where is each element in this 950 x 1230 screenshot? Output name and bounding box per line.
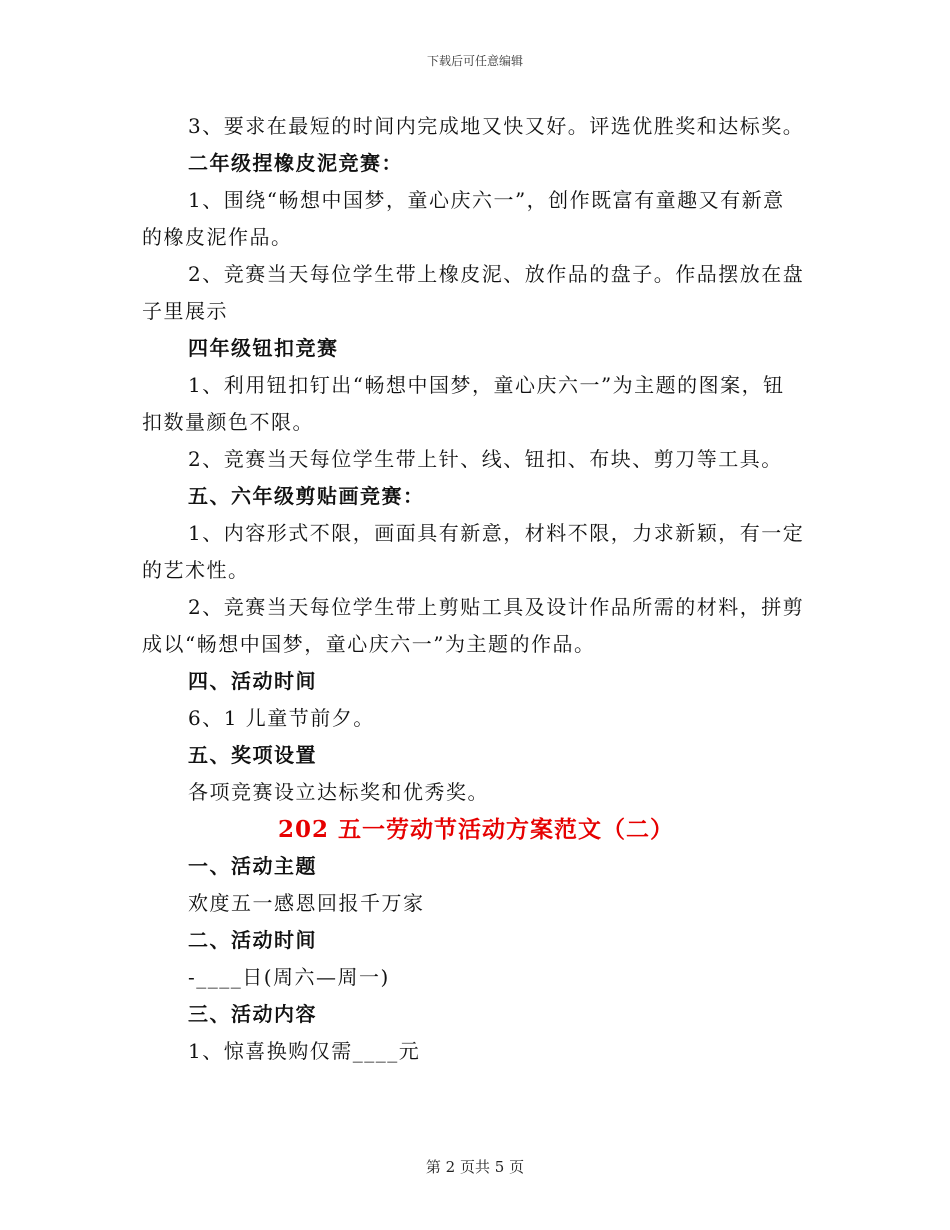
section-heading: 四年级钮扣竞赛: [188, 336, 339, 360]
paragraph-line: 2、竞赛当天每位学生带上针、线、钮扣、布块、剪刀等工具。: [188, 447, 783, 471]
document-body: [142, 108, 810, 1070]
paragraph-line: 1、内容形式不限，画面具有新意，材料不限，力求新颖，有一定: [188, 521, 805, 545]
paragraph-line: 扣数量颜色不限。: [142, 410, 314, 434]
section-heading: 四、活动时间: [188, 669, 317, 693]
paragraph-line: 1、利用钮扣钉出“畅想中国梦，童心庆六一”为主题的图案，钮: [188, 373, 785, 397]
paragraph-line: 的橡皮泥作品。: [142, 225, 293, 249]
page-footer: 第 2 页共 5 页: [425, 1158, 525, 1176]
paragraph-line: 3、要求在最短的时间内完成地又快又好。评选优胜奖和达标奖。: [188, 114, 805, 138]
page-header: 下载后可任意编辑: [426, 54, 523, 68]
section-heading: 二年级捏橡皮泥竞赛：: [188, 151, 403, 175]
paragraph-line: 2、竞赛当天每位学生带上剪贴工具及设计作品所需的材料，拼剪: [188, 595, 805, 619]
section-heading: 二、活动时间: [188, 928, 317, 952]
section-heading: 五、奖项设置: [188, 743, 317, 767]
paragraph-line: -____日(周六—周一): [188, 965, 390, 989]
section-part-two: [142, 848, 810, 1070]
section-title: 202 五一劳动节活动方案范文（二）: [277, 816, 675, 843]
paragraph-line: 子里展示: [142, 299, 228, 323]
paragraph-line: 2、竞赛当天每位学生带上橡皮泥、放作品的盘子。作品摆放在盘: [188, 262, 805, 286]
paragraph-line: 1、惊喜换购仅需____元: [188, 1039, 421, 1063]
paragraph-line: 6、1 儿童节前夕。: [188, 706, 375, 730]
section-heading: 五、六年级剪贴画竞赛：: [188, 484, 425, 508]
paragraph-line: 各项竞赛设立达标奖和优秀奖。: [188, 780, 489, 804]
paragraph-line: 成以“畅想中国梦，童心庆六一”为主题的作品。: [142, 632, 596, 656]
section-heading: 一、活动主题: [188, 854, 317, 878]
paragraph-line: 1、围绕“畅想中国梦，童心庆六一”，创作既富有童趣又有新意: [188, 188, 785, 212]
section-part-one: [142, 108, 810, 811]
paragraph-line: 欢度五一感恩回报千万家: [188, 891, 425, 915]
paragraph-line: 的艺术性。: [142, 558, 250, 582]
section-heading: 三、活动内容: [188, 1002, 317, 1026]
